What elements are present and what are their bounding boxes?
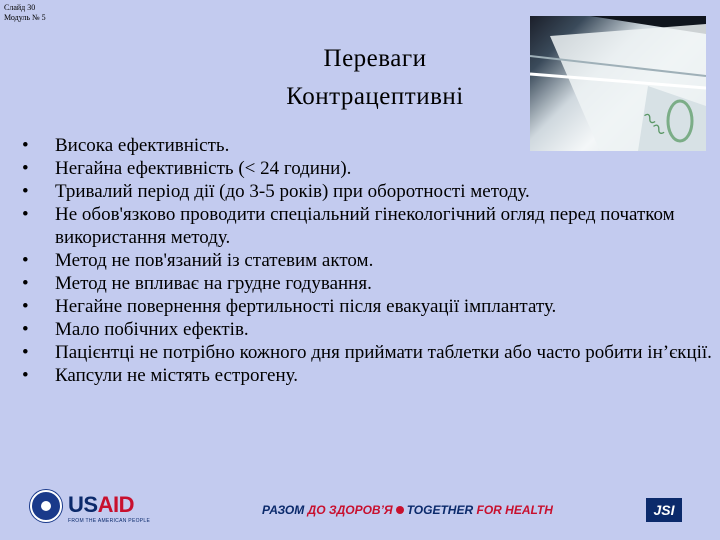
list-item: • Негайна ефективність (< 24 години). bbox=[22, 157, 712, 180]
slide-number: Слайд 30 bbox=[4, 3, 36, 12]
jsi-logo: JSI bbox=[646, 498, 682, 522]
title-line-1: Переваги bbox=[323, 45, 427, 72]
together-for-health-logo: РАЗОМ ДО ЗДОРОВ’Я TOGETHER FOR HEALTH bbox=[262, 503, 553, 517]
usaid-tagline: FROM THE AMERICAN PEOPLE bbox=[68, 518, 151, 524]
slide-meta bbox=[4, 3, 46, 23]
usaid-logo bbox=[30, 490, 160, 530]
advantages-list bbox=[22, 134, 712, 387]
list-item: • Метод не пов'язаний із статевим актом. bbox=[22, 249, 712, 272]
list-item: • Метод не впливає на грудне годування. bbox=[22, 272, 712, 295]
list-item: • Капсули не містять естрогену. bbox=[22, 364, 712, 387]
usaid-seal-icon bbox=[30, 490, 62, 522]
implant-photo-graphic bbox=[530, 16, 706, 151]
list-item: • Негайне повернення фертильності після евакуації імплантату. bbox=[22, 295, 712, 318]
footer-logos bbox=[0, 488, 720, 540]
list-item: • Не обов'язково проводити спеціальний гінекологічний огляд перед початком використання методу. bbox=[22, 203, 712, 249]
title-line-2: Контрацептивні bbox=[286, 83, 464, 110]
list-item: • Висока ефективність. bbox=[22, 134, 712, 157]
slide-title bbox=[190, 40, 560, 116]
list-item: • Тривалий період дії (до 3-5 років) при оборотності методу. bbox=[22, 180, 712, 203]
list-item: • Пацієнтці не потрібно кожного дня приймати таблетки або часто робити ін’єкції. bbox=[22, 341, 712, 364]
module-number: Модуль № 5 bbox=[4, 13, 46, 22]
heart-dot-icon bbox=[396, 506, 404, 514]
list-item: • Мало побічних ефектів. bbox=[22, 318, 712, 341]
usaid-wordmark: USAID bbox=[68, 492, 134, 517]
implant-photo bbox=[530, 16, 706, 151]
svg-text:~~: ~~ bbox=[633, 103, 675, 144]
